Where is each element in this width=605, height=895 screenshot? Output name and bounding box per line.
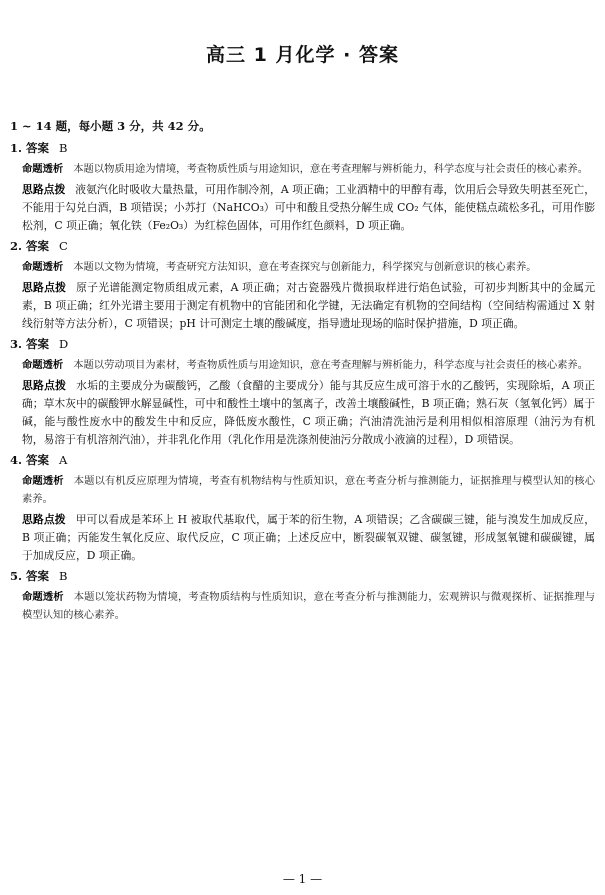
answer-value: B <box>59 141 68 155</box>
answer-value: B <box>59 569 68 583</box>
answer-label: 答案 <box>26 569 50 583</box>
question-number: 4. <box>10 453 23 467</box>
hint-label: 思路点拨 <box>22 379 67 392</box>
answer-label: 答案 <box>26 239 50 253</box>
question-number: 5. <box>10 569 23 583</box>
analysis-label: 命题透析 <box>22 359 64 371</box>
hint-paragraph <box>10 181 595 235</box>
answer-line <box>10 140 595 156</box>
analysis-paragraph <box>10 588 595 624</box>
answer-label: 答案 <box>26 453 50 467</box>
hint-paragraph <box>10 511 595 565</box>
analysis-paragraph <box>10 356 595 374</box>
scoring-intro: 1 ~ 14 题，每小题 3 分，共 42 分。 <box>10 119 211 133</box>
question-5 <box>10 568 595 624</box>
answer-line <box>10 568 595 584</box>
answer-line <box>10 336 595 352</box>
hint-label: 思路点拨 <box>22 281 67 294</box>
answer-value: D <box>59 337 69 351</box>
hint-text: 甲可以看成是苯环上 H 被取代基取代，属于苯的衍生物，A 项错误；乙含碳碳三键，能与溴发生加成反应，B 项正确；丙能发生氧化反应、取代反应，C 项正确；上述反应中，断裂碳氧双键、碳氢键，形成氢氧键和碳碳键，属于加成反应，D 项正确。 <box>22 513 595 562</box>
hint-text: 水垢的主要成分为碳酸钙，乙酸（食醋的主要成分）能与其反应生成可溶于水的乙酸钙，实现除垢，A 项正确；草木灰中的碳酸钾水解显碱性，可中和酸性土壤中的氢离子，改善土壤酸碱性，B 项正确；熟石灰（氢氧化钙）属于碱，能与酸性废水中的酸发生中和反应，降低废水酸性，C 项正确；汽油清洗油污是利用相似相溶原理（油污为有机物，易溶于有机溶剂汽油），并非乳化作用（乳化作用是洗涤剂使油污分散成小液滴的过程），D 项错误。 <box>22 379 596 446</box>
question-3 <box>10 336 595 449</box>
hint-paragraph <box>10 279 595 333</box>
analysis-text: 本题以有机反应原理为情境，考查有机物结构与性质知识，意在考查分析与推测能力，证据推理与模型认知的核心素养。 <box>22 475 596 505</box>
analysis-label: 命题透析 <box>22 261 64 273</box>
question-number: 3. <box>10 337 23 351</box>
answer-label: 答案 <box>26 337 50 351</box>
hint-label: 思路点拨 <box>22 183 66 196</box>
analysis-text: 本题以笼状药物为情境，考查物质结构与性质知识，意在考查分析与推测能力，宏观辨识与微观探析、证据推理与模型认知的核心素养。 <box>22 591 596 621</box>
analysis-label: 命题透析 <box>22 163 64 175</box>
analysis-paragraph <box>10 258 595 276</box>
answer-label: 答案 <box>26 141 50 155</box>
answer-value: C <box>59 239 68 253</box>
answer-line <box>10 452 595 468</box>
question-2 <box>10 238 595 333</box>
page-title: 高三 1 月化学 · 答案 <box>206 44 399 66</box>
page-number: — 1 — <box>282 872 323 886</box>
analysis-text: 本题以劳动项目为素材，考查物质性质与用途知识，意在考查理解与辨析能力，科学态度与社会责任的核心素养。 <box>73 359 589 371</box>
answers-list <box>10 140 595 627</box>
analysis-text: 本题以文物为情境，考查研究方法知识，意在考查探究与创新能力，科学探究与创新意识的核心素养。 <box>73 261 537 273</box>
analysis-paragraph <box>10 160 595 178</box>
hint-text: 原子光谱能测定物质组成元素，A 项正确；对古瓷器残片微损取样进行焰色试验，可初步判断其中的金属元素，B 项正确；红外光谱主要用于测定有机物中的官能团和化学键，无法确定有机物的空间结构（空间结构需通过 X 射线衍射等方法分析），C 项错误；pH 计可测定土壤的酸碱度，指导遗址现场的临时保护措施，D 项正确。 <box>22 281 596 330</box>
analysis-label: 命题透析 <box>22 475 64 487</box>
question-4 <box>10 452 595 565</box>
answer-value: A <box>59 453 68 467</box>
analysis-paragraph <box>10 472 595 508</box>
analysis-text: 本题以物质用途为情境，考查物质性质与用途知识，意在考查理解与辨析能力，科学态度与社会责任的核心素养。 <box>73 163 589 175</box>
hint-text: 液氨汽化时吸收大量热量，可用作制冷剂，A 项正确；工业酒精中的甲醇有毒，饮用后会导致失明甚至死亡，不能用于勾兑白酒，B 项错误；小苏打（NaHCO₃）可中和酸且受热分解生成 CO₂ 气体，能使糕点疏松多孔，可用作膨松剂，C 项正确；氧化铁（Fe₂O₃）为红棕色固体，可用作红色颜料，D 项正确。 <box>22 183 595 232</box>
question-number: 1. <box>10 141 23 155</box>
question-number: 2. <box>10 239 23 253</box>
hint-label: 思路点拨 <box>22 513 66 526</box>
analysis-label: 命题透析 <box>22 591 64 603</box>
question-1 <box>10 140 595 235</box>
hint-paragraph <box>10 377 595 449</box>
answer-line <box>10 238 595 254</box>
